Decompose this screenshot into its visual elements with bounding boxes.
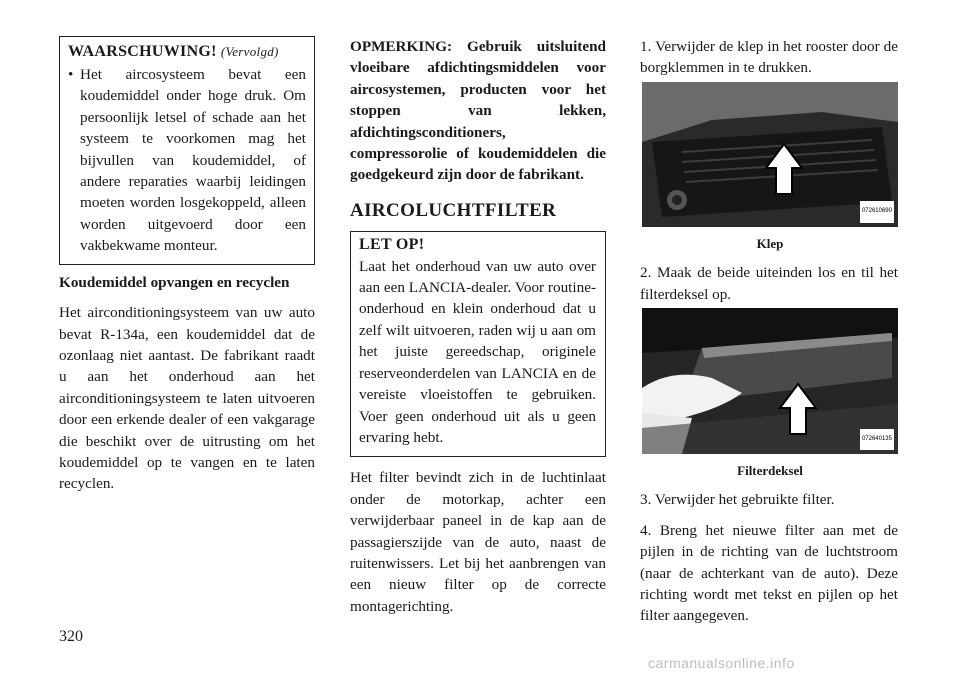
warning-bullet-text: Het aircosysteem bevat een koudemiddel onder hoge druk. Om persoonlijk letsel of schade aan het systeem te voorkomen mag het bijvullen van koudemiddel, of andere reparaties waarbij leidingen moeten worden losgekoppeld, alleen worden uitgevoerd door een vakbekwame monteur.: [80, 66, 306, 255]
figure-2-caption: Filterdeksel: [737, 463, 803, 479]
warning-bullet: [68, 64, 306, 257]
paragraph-refrigerant: Het airconditioningsysteem van uw auto bevat R-134a, een koudemiddel dat de ozonlaag niet aantast. De fabrikant raadt u aan het onderhoud aan het airconditioningsysteem te laten uitvoeren door een erkende dealer of een vakgarage die beschikt over de uitrusting om het koudemiddel op te vangen en te laten recyclen.: [59, 304, 315, 493]
step-2: 2. Maak de beide uiteinden los en til het filterdeksel op.: [640, 264, 898, 303]
warning-box: [59, 36, 315, 265]
section-heading-refrigerant: Koudemiddel opvangen en recyclen: [59, 273, 290, 291]
figure-2-code: 072640135: [860, 429, 894, 450]
watermark: carmanualsonline.info: [648, 655, 795, 671]
caution-box: [350, 231, 606, 457]
step-3: 3. Verwijder het gebruikte filter.: [640, 491, 835, 509]
figure-flap: [642, 82, 898, 254]
column-left: [59, 36, 315, 504]
column-right: [640, 36, 898, 636]
warning-subtitle: (Vervolgd): [220, 44, 279, 59]
caution-title: LET OP!: [359, 236, 425, 254]
column-middle: [350, 36, 606, 626]
note-paragraph: OPMERKING: Gebruik uitsluitend vloeibare afdichtingsmiddelen voor aircosystemen, producten voor het stoppen van lekken, afdichtingsconditioners, compressorolie of koudemiddelen die goedgekeurd zijn door de fabrikant.: [350, 38, 606, 184]
bullet-dot-icon: •: [68, 66, 74, 83]
flap-photo: [642, 82, 898, 227]
caution-text: Laat het onderhoud van uw auto over aan een LANCIA-dealer. Voor routine-onderhoud en klein onderhoud dat u zelf wilt uitvoeren, raden wij u aan om het juiste gereedschap, originele reserveonderdelen van LANCIA en de vereiste vloeistoffen te gebruiken. Voer geen onderhoud uit als u geen ervaring hebt.: [359, 257, 596, 446]
step-1: 1. Verwijder de klep in het rooster door de borgklemmen in te drukken.: [640, 38, 898, 77]
figure-1-caption: Klep: [756, 235, 784, 251]
warning-title: [68, 42, 306, 62]
section-title-air-filter: AIRCOLUCHTFILTER: [350, 199, 557, 221]
figure-filter-cover: [642, 308, 898, 481]
step-4: 4. Breng het nieuwe filter aan met de pijlen in de richting van de luchtstroom (naar de achterkant van de auto). Deze richting wordt met tekst en pijlen op het filter aangegeven.: [640, 521, 898, 625]
paragraph-filter-location: Het filter bevindt zich in de luchtinlaat onder de motorkap, achter een verwijderbaar paneel in de kap aan de passagierszijde van de auto, naast de ruitenwissers. Let bij het aanbrengen van een nieuw filter op de correcte montagerichting.: [350, 469, 606, 615]
figure-1-code: 072610690: [860, 201, 894, 222]
page-number: 320: [59, 628, 83, 645]
warning-title-text: WAARSCHUWING!: [68, 43, 217, 60]
filter-cover-photo: [642, 308, 898, 454]
